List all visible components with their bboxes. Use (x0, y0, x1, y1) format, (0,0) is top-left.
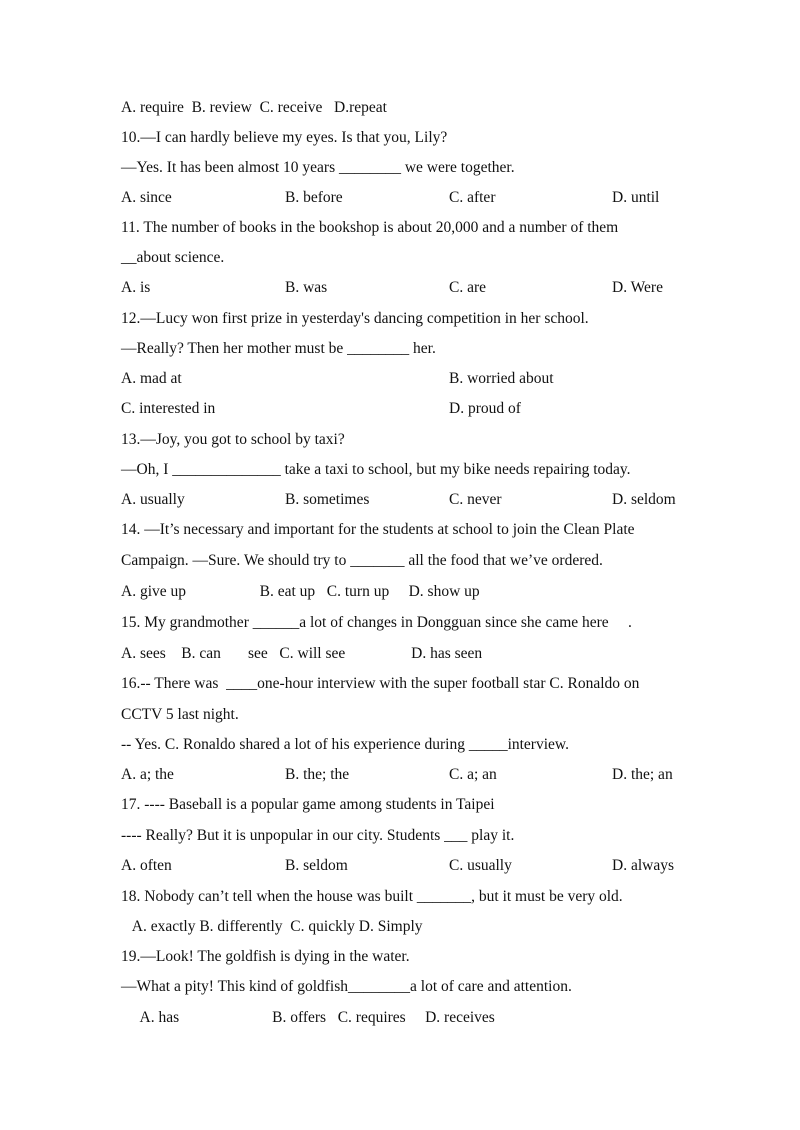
q15-question: 15. My grandmother ______a lot of changes in Dongguan since she came here . (121, 614, 632, 631)
q16-question: 16.-- There was ____one-hour interview with the super football star C. Ronaldo on (121, 675, 640, 692)
q13-option-c: C. never (449, 491, 502, 508)
q16-option-c: C. a; an (449, 766, 497, 783)
q11-option-d: D. Were (612, 279, 663, 296)
q12-option-d: D. proud of (449, 400, 521, 417)
q12-option-a: A. mad at (121, 370, 182, 387)
q12-answer-line: —Really? Then her mother must be ________ her. (121, 340, 436, 357)
q13-option-b: B. sometimes (285, 491, 370, 508)
q19-options: A. has B. offers C. requires D. receives (121, 1009, 495, 1026)
q12-option-c: C. interested in (121, 400, 216, 417)
q17-question: 17. ---- Baseball is a popular game among students in Taipei (121, 796, 495, 813)
q16-option-b: B. the; the (285, 766, 350, 783)
q14-question: 14. —It’s necessary and important for the students at school to join the Clean Plate (121, 521, 635, 538)
q14-answer-line: Campaign. —Sure. We should try to _______ all the food that we’ve ordered. (121, 552, 603, 569)
q16-option-d: D. the; an (612, 766, 673, 783)
q13-answer-line: —Oh, I ______________ take a taxi to school, but my bike needs repairing today. (121, 461, 631, 478)
q11-question-cont: __about science. (121, 249, 225, 266)
q17-option-a: A. often (121, 857, 172, 874)
q10-option-b: B. before (285, 189, 343, 206)
q17-option-c: C. usually (449, 857, 512, 874)
q19-answer-line: —What a pity! This kind of goldfish________a lot of care and attention. (121, 978, 572, 995)
q12-question: 12.—Lucy won first prize in yesterday's dancing competition in her school. (121, 310, 589, 327)
q13-option-a: A. usually (121, 491, 185, 508)
q17-option-d: D. always (612, 857, 674, 874)
q11-option-a: A. is (121, 279, 151, 296)
q9-options: A. require B. review C. receive D.repeat (121, 99, 387, 116)
q13-option-d: D. seldom (612, 491, 676, 508)
q10-option-a: A. since (121, 189, 172, 206)
q17-option-b: B. seldom (285, 857, 348, 874)
q10-option-c: C. after (449, 189, 496, 206)
q16-question-cont: CCTV 5 last night. (121, 706, 239, 723)
q19-question: 19.—Look! The goldfish is dying in the water. (121, 948, 410, 965)
q15-options: A. sees B. can see C. will see D. has seen (121, 645, 483, 662)
q14-options: A. give up B. eat up C. turn up D. show up (121, 583, 480, 600)
q16-answer-line: -- Yes. C. Ronaldo shared a lot of his experience during _____interview. (121, 736, 569, 753)
q17-answer-line: ---- Really? But it is unpopular in our city. Students ___ play it. (121, 827, 515, 844)
q12-option-b: B. worried about (449, 370, 554, 387)
q10-answer-line: —Yes. It has been almost 10 years ________ we were together. (121, 159, 515, 176)
q18-options: A. exactly B. differently C. quickly D. Simply (121, 918, 423, 935)
q18-question: 18. Nobody can’t tell when the house was built _______, but it must be very old. (121, 888, 623, 905)
q16-option-a: A. a; the (121, 766, 174, 783)
q11-option-c: C. are (449, 279, 487, 296)
q10-option-d: D. until (612, 189, 660, 206)
q13-question: 13.—Joy, you got to school by taxi? (121, 431, 345, 448)
q11-question: 11. The number of books in the bookshop is about 20,000 and a number of them (121, 219, 619, 236)
q11-option-b: B. was (285, 279, 328, 296)
q10-question: 10.—I can hardly believe my eyes. Is that you, Lily? (121, 129, 448, 146)
